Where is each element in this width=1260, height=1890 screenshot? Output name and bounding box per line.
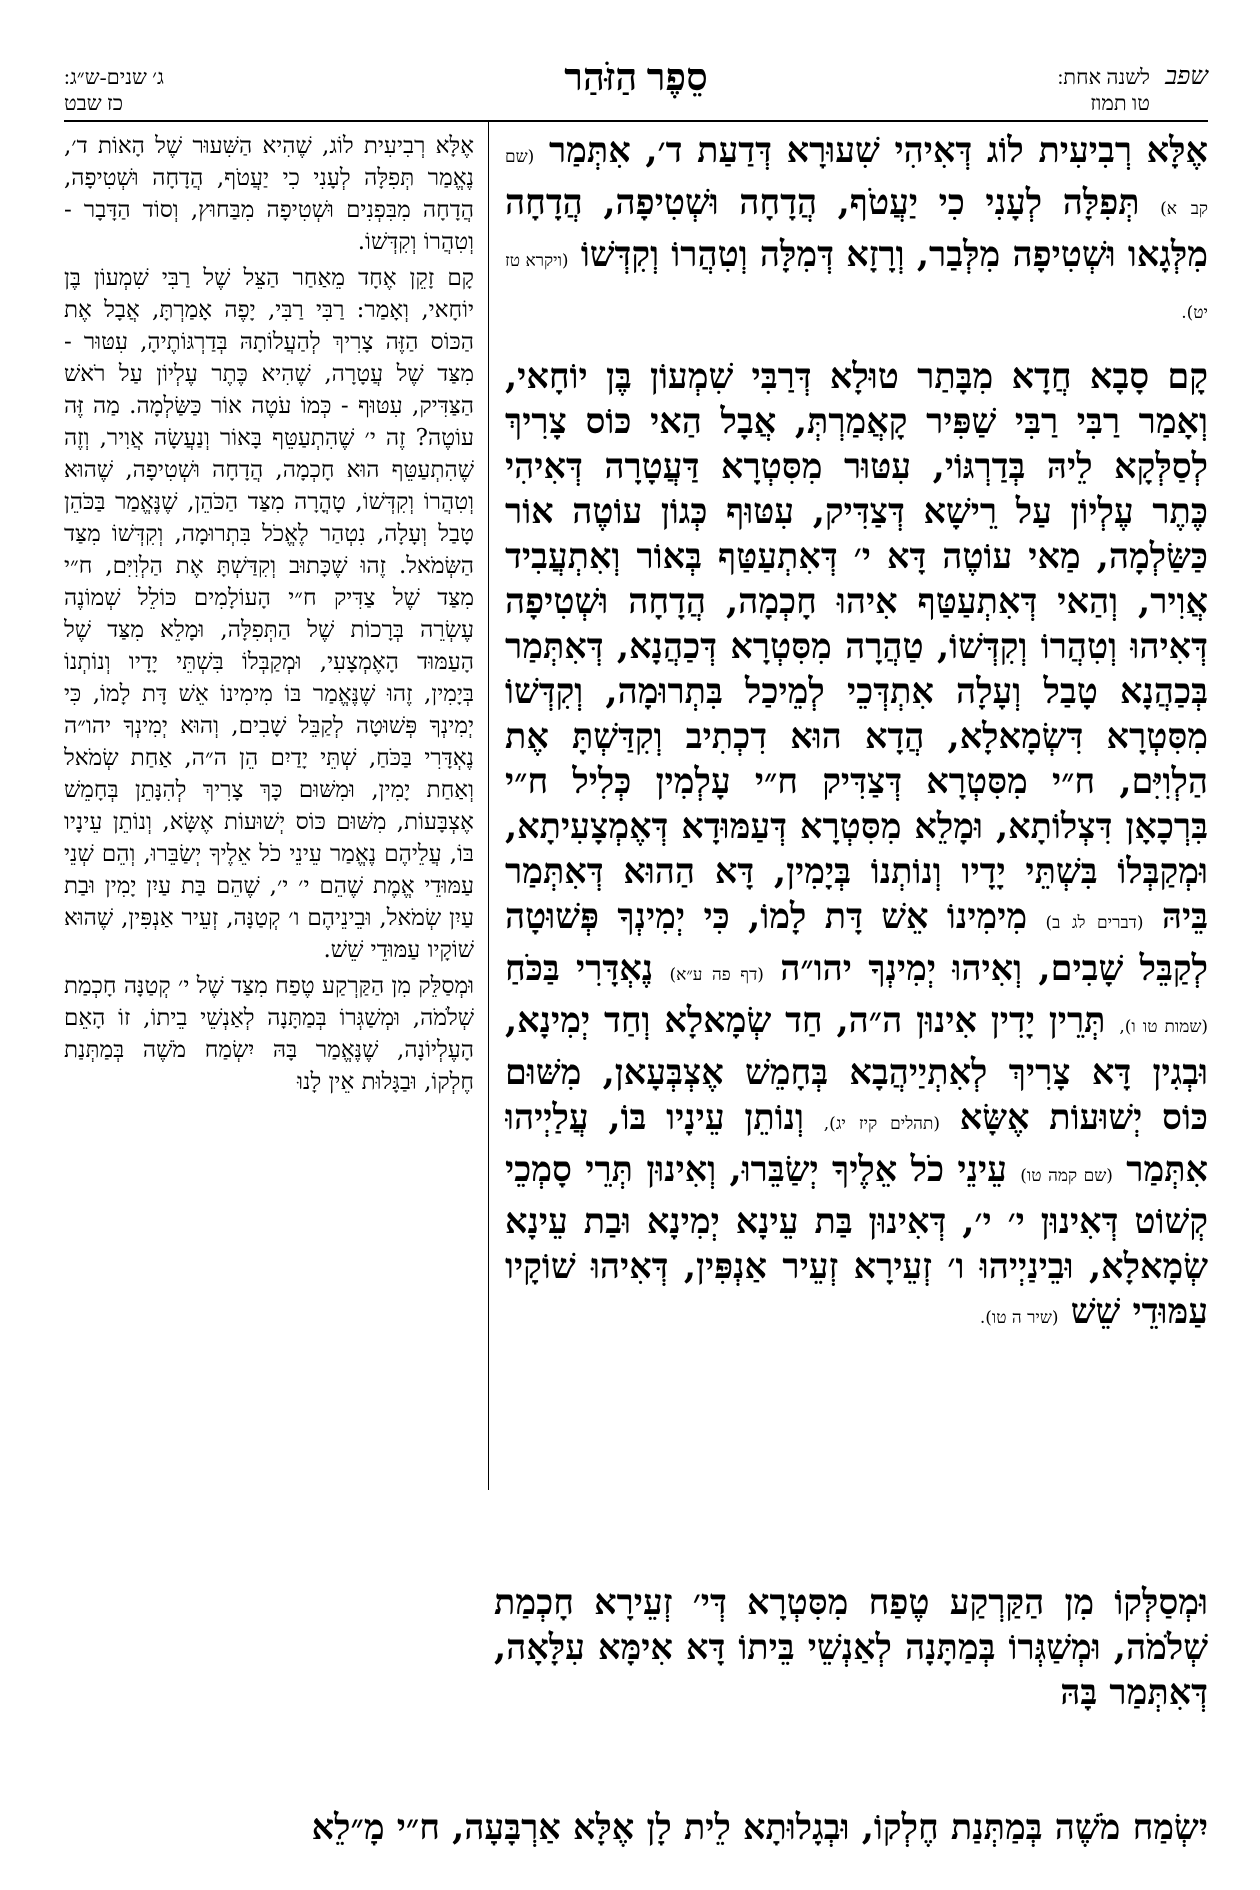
header-right-line2: טו תמוז — [1090, 91, 1150, 115]
translation-paragraph-3: וּמְסַלֵּק מִן הַקַּרְקַע טֶפַח מִצַּד שֶׁל י׳ קְטַנָּה חָכְמַת שְׁלֹמֹה, וּמְשַׁגְּרוֹ בְּמַתָּנָה לְאַנְשֵׁי בֵיתוֹ, זוֹ הָאֵם הָעֶלְיוֹנָה, שֶׁנֶּאֱמַר בָּהּ יִשְׂמַח מֹשֶׁה בְּמַתְּנַת חֶלְקוֹ, וּבַגָּלוּת אֵין לָנוּ — [64, 973, 474, 1095]
verse-reference: (שם קמה טו) — [1020, 1166, 1113, 1186]
verse-reference: (שם קב א) — [505, 147, 1208, 219]
column-divider — [488, 120, 489, 1490]
main-text: אֶלָּא רְבִיעִית לוֹג דְּאִיהִי שִׁעוּרָא דְּדַעַת ד׳, אִתְּמַר — [548, 130, 1208, 171]
verse-reference: (שיר ה טו). — [979, 1308, 1059, 1328]
page-marker: שפב — [1165, 63, 1208, 90]
main-text: קָם סָבָא חֲדָא מִבָּתַר טוּלָא דְּרַבִּי שִׁמְעוֹן בֶּן יוֹחָאי, וְאָמַר רַבִּי רַבִּי שַׁפִּיר קָאֲמַרְתְּ, אֲבָל הַאי כּוֹס צָרִיךְ לְסַלְּקָא לֵיהּ בְּדַרְגּוֹי, עִטּוּר מִסִּטְרָא דַּעֲטָרָה דְּאִיהִי כֶּתֶר עֶלְיוֹן עַל רֵישָׁא דְּצַדִּיק, עִטּוּף כְּגוֹן עוֹטֶה אוֹר כַּשַּׂלְמָה, מַאי עוֹטֶה דָּא י׳ דְּאִתְעַטַּף בְּאוֹר וְאִתְעֲבִיד אֲוִיר, וְהַאי דְּאִתְעַטַּף אִיהוּ חָכְמָה, הֲדָחָה וּשְׁטִיפָה דְּאִיהוּ וְטִהֲרוֹ וְקִדְּשׁוֹ, טַהֲרָה מִסִּטְרָא דְּכַהֲנָא, דְּאִתְּמַר בְּכַהֲנָא טָבַל וְעָלָה אִתְדְּכֵי לְמֵיכַל בִּתְרוּמָה, וְקִדְּשׁוֹ מִסִּטְרָא דִּשְׂמָאלָא, הֲדָא הוּא דִכְתִיב וְקִדַּשְׁתָּ אֶת הַלְוִיִּם, ח״י מִסִּטְרָא דְּצַדִּיק ח״י עָלְמִין כְּלִיל ח״י בִּרְכָאָן דִּצְלוֹתָא, וּמָלֵא מִסִּטְרָא דְּעַמּוּדָא דְּאֶמְצָעִיתָא, וּמְקַבְּלוֹ בִּשְׁתֵּי יָדָיו וְנוֹתְנוֹ בְּיָמִין, דָּא הַהוּא דְּאִתְּמַר בֵּיהּ — [505, 356, 1208, 937]
header-left-line1: ג׳ שנים-ש״ג: — [64, 65, 164, 89]
verse-reference: (תהלים קיז יג), — [823, 1114, 940, 1134]
main-text: נֶאְדָּרִי בַּכֹּחַ — [505, 948, 654, 989]
page-reference: (דף פה ע״א) — [669, 965, 764, 985]
verse-reference: (ויקרא טז יט). — [505, 251, 1208, 323]
header-right-line1: לשנה אחת: — [1057, 65, 1150, 89]
translation-paragraph-1: אֶלָּא רְבִיעִית לוֹג, שֶׁהִיא הַשִּׁעוּר שֶׁל הָאוֹת ד׳, נֶאֱמַר תְּפִלָּה לְעָנִי כִי יַעֲטֹף, הֲדָחָה וּשְׁטִיפָה, הֲדָחָה מִבִּפְנִים וּשְׁטִיפָה מִבַּחוּץ, וְסוֹד הַדָּבָר - וְטִהֲרוֹ וְקִדְּשׁוֹ. — [64, 133, 474, 255]
verse-reference: (דברים לג ב) — [1045, 913, 1144, 933]
main-text: וְנוֹתֵן עֵינָיו בּוֹ, עֲלַיְיהוּ אִתְּמַר — [505, 1097, 1208, 1190]
main-text-continuation — [64, 1580, 1208, 1810]
main-text: תְּפִלָּה לְעָנִי כִי יַעֲטֹף, הֲדָחָה וּשְׁטִיפָה, הֲדָחָה מִלְּגָאו וּשְׁטִיפָה מִלְּבַר, וְרָזָא דְּמִלָּה וְטִהֲרוֹ וְקִדְּשׁוֹ — [505, 182, 1208, 275]
main-paragraph-2 — [505, 354, 1208, 1341]
main-text: עֵינֵי כֹל אֵלֶיךָ יְשַׂבֵּרוּ, וְאִינוּן תְּרֵי סָמְכֵי קְשׁוֹט דְּאִינוּן י׳ י׳, דְּאִינוּן בַּת עֵינָא יְמִינָא וּבַת עֵינָא שְׂמָאלָא, וּבֵינַיְיהוּ ו׳ זְעֵירָא זְעֵיר אַנְפִּין, דְּאִיהוּ שׁוֹקָיו עַמּוּדֵי שֵׁשׁ — [505, 1149, 1208, 1332]
main-text-last-line — [64, 1805, 1208, 1855]
main-text: וּמְסַלְּקוֹ מִן הַקַּרְקַע טֶפַח מִסִּטְרָא דְּי׳ זְעֵירָא חָכְמַת שְׁלֹמֹה, וּמְשַׁגְּרוֹ בְּמַתָּנָה לְאַנְשֵׁי בֵּיתוֹ דָּא אִימָּא עִלָּאָה, דְּאִתְּמַר בָּהּ — [494, 1582, 1208, 1713]
header-left-line2: כז שבט — [64, 91, 124, 115]
main-text: מִימִינוֹ אֵשׁ דָּת לָמוֹ, כִּי יְמִינְךָ פְּשׁוּטָה לְקַבֵּל שָׁבִים, וְאִיהוּ יְמִינְךָ יהו״ה — [505, 896, 1208, 989]
translation-paragraph-2: קָם זָקֵן אֶחָד מֵאַחַר הַצֵּל שֶׁל רַבִּי שִׁמְעוֹן בֶּן יוֹחָאי, וְאָמַר: רַבִּי רַבִּי, יָפֶה אָמַרְתָּ, אֲבָל אֶת הַכּוֹס הַזֶּה צָרִיךְ לְהַעֲלוֹתָהּ בְּדַרְגּוֹתֶיהָ, עִטּוּר - מִצַּד שֶׁל עֲטָרָה, שֶׁהִיא כֶּתֶר עֶלְיוֹן עַל רֹאשׁ הַצַּדִּיק, עִטּוּף - כְּמוֹ עֹטֶה אוֹר כַּשַּׂלְמָה. מַה זֶּה עוֹטֶה? זֶה י׳ שֶׁהִתְעַטֵּף בָּאוֹר וְנַעֲשָׂה אֲוִיר, וְזֶה שֶׁהִתְעַטֵּף הוּא חָכְמָה, הֲדָחָה וּשְׁטִיפָה, שֶׁהוּא וְטִהֲרוֹ וְקִדְּשׁוֹ, טָהֳרָה מִצַּד הַכֹּהֵן, שֶׁנֶּאֱמַר בַּכֹּהֵן טָבַל וְעָלָה, נִטְהַר לֶאֱכֹל בִּתְרוּמָה, וְקִדְּשׁוֹ מִצַּד הַשְּׂמֹאל. זֶהוּ שֶׁכָּתוּב וְקִדַּשְׁתָּ אֶת הַלְוִיִּם, ח״י מִצַּד שֶׁל צַדִּיק ח״י הָעוֹלָמִים כּוֹלֵל שְׁמוֹנֶה עֶשְׂרֵה בְּרָכוֹת שֶׁל הַתְּפִלָּה, וּמָלֵא מִצַּד שֶׁל הָעַמּוּד הָאֶמְצָעִי, וּמְקַבְּלוֹ בִּשְׁתֵּי יָדָיו וְנוֹתְנוֹ בְּיָמִין, זֶהוּ שֶׁנֶּאֱמַר בּוֹ מִימִינוֹ אֵשׁ דָּת לָמוֹ, כִּי יְמִינְךָ פְּשׁוּטָה לְקַבֵּל שָׁבִים, וְהוּא יְמִינְךָ יהו״ה נֶאְדָּרִי בַּכֹּחַ, שְׁתֵּי יָדַיִם הֵן ה״ה, אַחַת שְׂמֹאל וְאַחַת יָמִין, וּמִשּׁוּם כָּךְ צָרִיךְ לְהִנָּתֵן בְּחָמֵשׁ אֶצְבָּעוֹת, מִשּׁוּם כּוֹס יְשׁוּעוֹת אֶשָּׂא, וְנוֹתֵן עֵינָיו בּוֹ, עֲלֵיהֶם נֶאֱמַר עֵינֵי כֹל אֵלֶיךָ יְשַׂבֵּרוּ, וְהֵם שְׁנֵי עַמּוּדֵי אֱמֶת שֶׁהֵם י׳ י׳, שֶׁהֵם בַּת עַיִן יָמִין וּבַת עַיִן שְׂמֹאל, וּבֵינֵיהֶם ו׳ קְטַנָּה, זְעֵיר אַנְפִּין, שֶׁהוּא שׁוֹקָיו עַמּוּדֵי שֵׁשׁ. — [64, 265, 474, 963]
main-text: תְּרֵין יָדִין אִינוּן ה״ה, חַד שְׂמָאלָא וְחַד יְמִינָא, וּבְגִין דָּא צָרִיךְ לְאִתְיַיהֲבָא בְּחָמֵשׁ אֶצְבְּעָאן, מִשּׁוּם כּוֹס יְשׁוּעוֹת אֶשָּׂא — [505, 1000, 1208, 1138]
header-left-info — [64, 64, 164, 116]
verse-reference: (שמות טו ו), — [1119, 1017, 1208, 1037]
main-paragraph-1 — [505, 128, 1208, 336]
header-divider — [64, 120, 1208, 122]
main-text-column — [505, 128, 1208, 1493]
book-title: סֵפֶר הַזֹּהַר — [564, 57, 708, 99]
translation-column — [64, 130, 474, 1680]
page-header — [64, 52, 1208, 122]
main-text: יִשְׂמַח מֹשֶׁה בְּמַתְּנַת חֶלְקוֹ, וּבְגָלוּתָא לֵית לָן אֶלָּא אַרְבָּעָה, ח״י מָ״לֵא — [311, 1807, 1208, 1848]
